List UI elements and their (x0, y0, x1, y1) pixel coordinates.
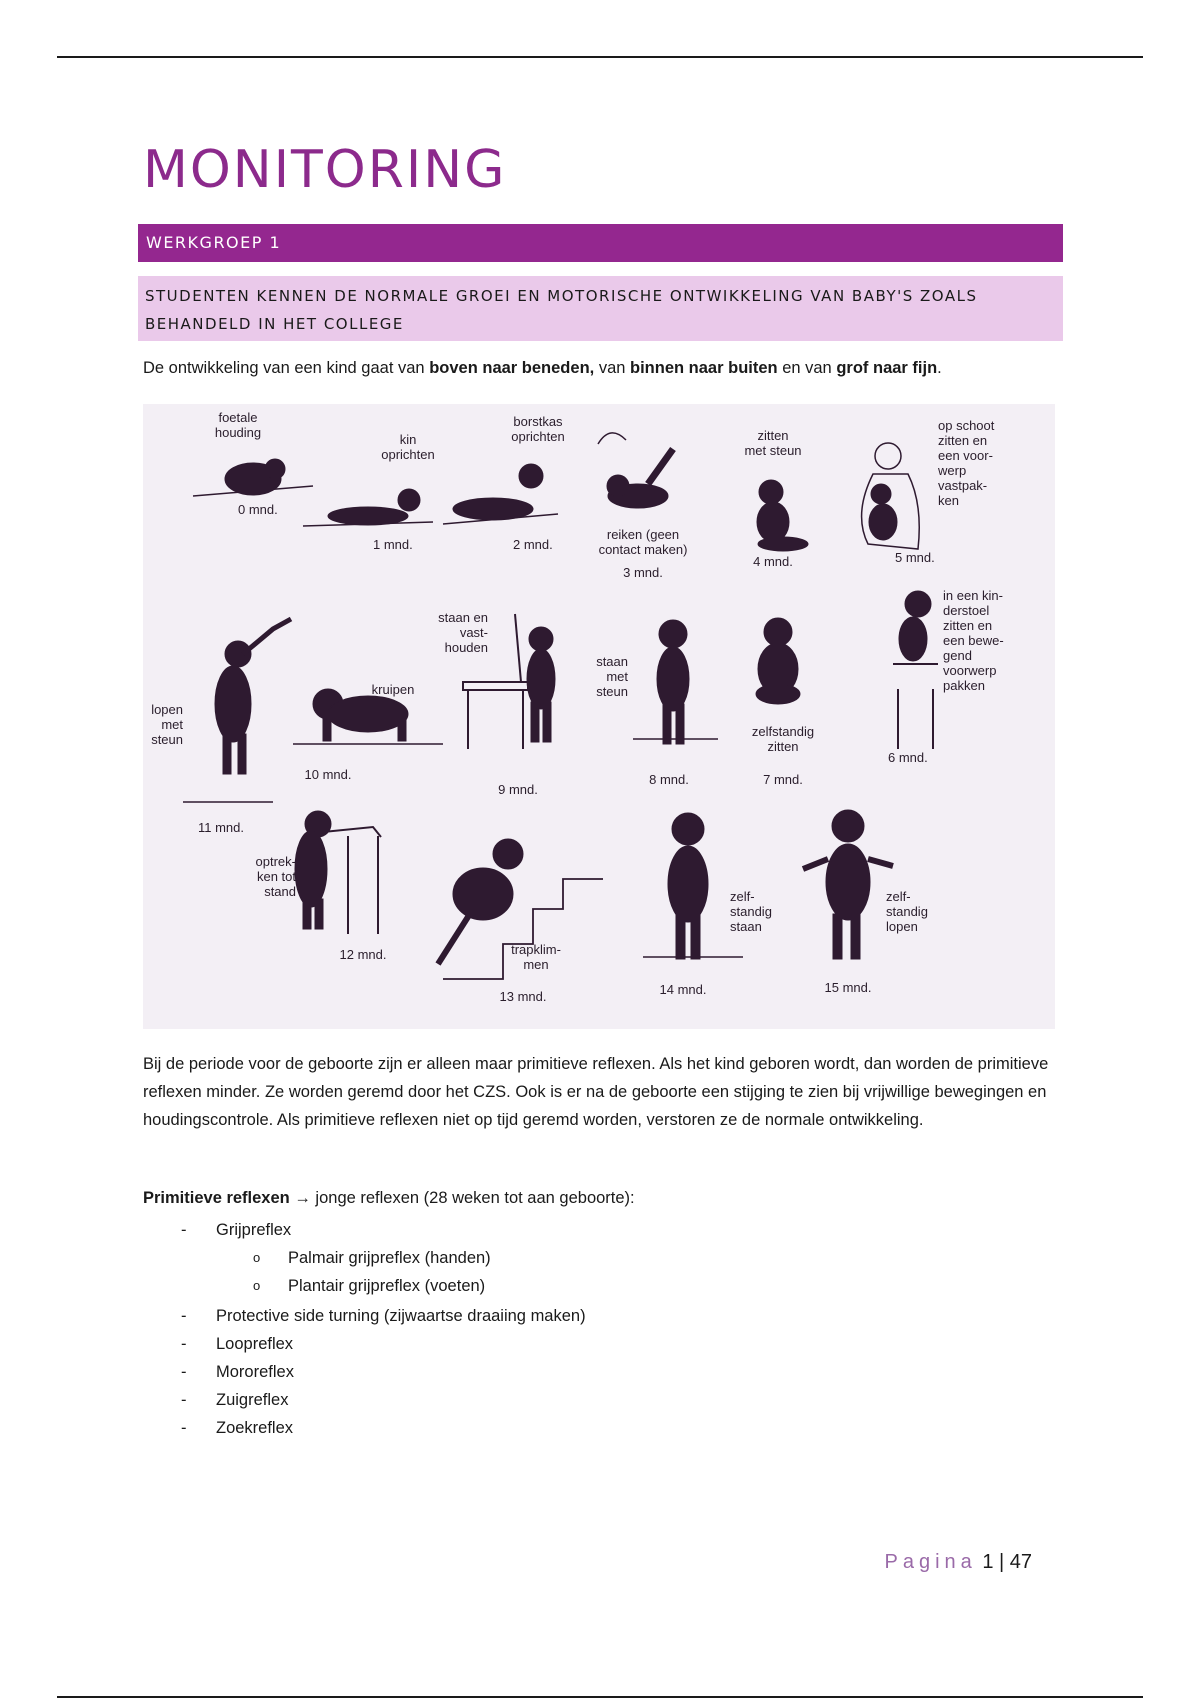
figure-7-months (756, 618, 800, 704)
figure-label-m14: 14 mnd. (659, 982, 707, 997)
dash-bullet: - (181, 1335, 187, 1353)
figure-label-kruipen: kruipen (371, 682, 415, 697)
figure-label-m6: 6 mnd. (888, 750, 928, 765)
page-footer (884, 1551, 1032, 1574)
figure-label-foetale: foetale houding (214, 410, 262, 440)
dash-bullet: - (181, 1363, 187, 1381)
figure-label-m8: 8 mnd. (649, 772, 689, 787)
footer-word: Pagina (884, 1551, 977, 1573)
figure-label-kinderstoel: in een kin-derstoel zitten en een bewe-gend voorwerp pakken (943, 588, 1004, 693)
figure-label-m12: 12 mnd. (339, 947, 387, 962)
figure-label-m10: 10 mnd. (304, 767, 352, 782)
figure-label-optrekken: optrek-ken tot stand (255, 854, 296, 899)
dash-bullet: - (181, 1419, 187, 1437)
figure-13-months (438, 839, 603, 979)
figure-label-m15: 15 mnd. (824, 980, 872, 995)
figure-label-m1: 1 mnd. (373, 537, 413, 552)
figure-6-months (893, 591, 938, 749)
figure-label-m2: 2 mnd. (513, 537, 553, 552)
figure-label-trapklimmen: trapklim-men (511, 942, 561, 972)
figure-3-months (598, 433, 673, 508)
heading-werkgroep: WERKGROEP 1 (138, 224, 1063, 262)
motor-development-figure (143, 404, 1055, 1029)
figure-label-m5: 5 mnd. (895, 550, 935, 565)
figure-label-lopenmetsteun: lopen met steun (151, 702, 183, 747)
intro-paragraph: De ontwikkeling van een kind gaat van boven naar beneden, van binnen naar buiten en van grof naar fijn. (143, 359, 942, 377)
figure-label-m4: 4 mnd. (753, 554, 793, 569)
arrow-icon: → (289, 1189, 316, 1207)
figure-label-staanvasthouden: staan en vast-houden (438, 610, 488, 655)
figure-8-months (633, 620, 718, 744)
figure-label-m11: 11 mnd. (197, 820, 245, 835)
figure-label-reiken: reiken (geen contact maken) (598, 527, 688, 557)
figure-label-m13: 13 mnd. (499, 989, 547, 1004)
figure-label-zelfstandiglopen: zelf-standig lopen (886, 889, 928, 934)
figure-4-months (757, 480, 808, 551)
figure-15-months (803, 810, 893, 959)
figure-1-month (303, 489, 433, 526)
silhouettes (143, 404, 1055, 1029)
figure-label-m0: 0 mnd. (238, 502, 278, 517)
figure-label-zelfstandigstaan: zelf-standig staan (730, 889, 772, 934)
figure-2-months (443, 464, 558, 524)
circle-bullet: o (253, 1278, 261, 1293)
figure-14-months (643, 813, 743, 959)
figure-5-months (862, 443, 920, 549)
circle-bullet: o (253, 1250, 261, 1265)
page-number: 1 | 47 (976, 1551, 1032, 1573)
body-paragraph: Bij de periode voor de geboorte zijn er alleen maar primitieve reflexen. Als het kind geboren wordt, dan worden de primitieve reflexen minder. Ze worden geremd door het CZS. Ook is er na de geboorte een stijging te zien bij vrijwillige bewegingen en houdingscontrole. Als primitieve reflexen niet op tijd geremd worden, verstoren ze de normale ontwikkeling. (143, 1055, 1049, 1129)
figure-label-zelfstandigzitten: zelfstandig zitten (751, 724, 815, 754)
reflex-term: Primitieve reflexen (143, 1189, 290, 1207)
figure-12-months (295, 811, 381, 934)
bottom-rule (57, 1696, 1143, 1698)
figure-10-months (293, 689, 443, 744)
figure-label-m9: 9 mnd. (498, 782, 538, 797)
figure-label-kin: kin oprichten (381, 432, 435, 462)
top-rule (57, 56, 1143, 58)
figure-0-months (193, 459, 313, 496)
reflex-intro: Primitieve reflexen → jonge reflexen (28 weken tot aan geboorte): (143, 1189, 635, 1207)
figure-label-borstkas: borstkas oprichten (511, 414, 565, 444)
dash-bullet: - (181, 1391, 187, 1409)
dash-bullet: - (181, 1221, 187, 1239)
figure-label-m3: 3 mnd. (623, 565, 663, 580)
figure-label-m7: 7 mnd. (763, 772, 803, 787)
heading-learning-goal: STUDENTEN KENNEN DE NORMALE GROEI EN MOTORISCHE ONTWIKKELING VAN BABY'S ZOALS BEHANDELD IN HET COLLEGE (138, 276, 1063, 341)
page-title: MONITORING (143, 140, 507, 200)
figure-11-months (183, 619, 291, 802)
figure-label-staanmetsteun: staan met steun (596, 654, 628, 699)
dash-bullet: - (181, 1307, 187, 1325)
figure-label-zitten: zitten met steun (744, 428, 802, 458)
figure-label-opschoot: op schoot zitten en een voor-werp vastpak-ken (938, 418, 995, 508)
